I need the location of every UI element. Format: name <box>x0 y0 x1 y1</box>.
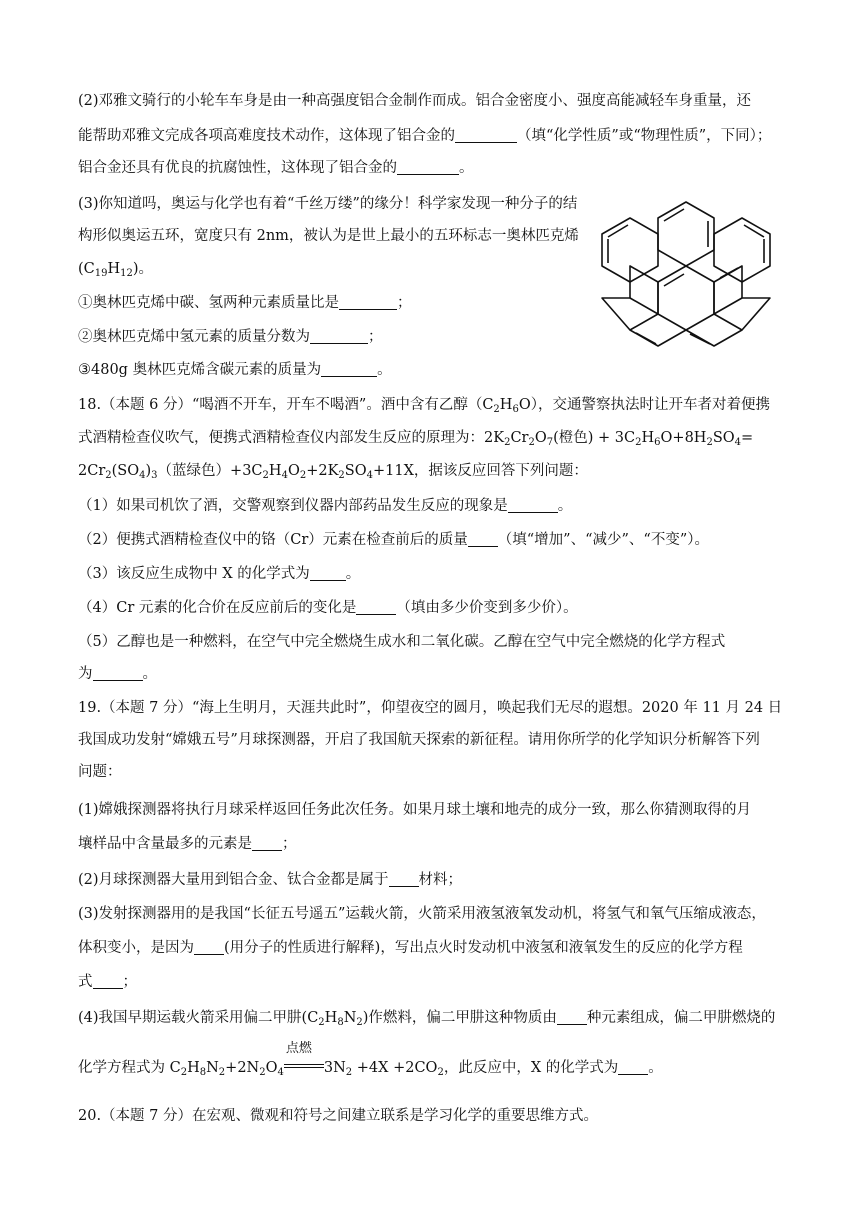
q18-line3: $2Cr_2(SO_4)_3$（蓝绿色）$+3C_2H_4O_2+2K_2SO_4+11X$，据该反应回答下列问题： <box>78 463 588 481</box>
answer-blank <box>389 872 419 887</box>
answer-blank <box>618 1060 648 1075</box>
q19-part4-line2: 化学方程式为 $C_2H_8N_2+2N_2O_4$ 点燃 $3N_2 +4X +2CO_2$，此反应中，X 的化学式为 。 <box>78 1041 663 1078</box>
q17-part3-line3: $(C_{19}H_{12})$。 <box>78 261 154 279</box>
q17-sub2: ②奥林匹克烯中氢元素的质量分数为 ； <box>78 329 383 345</box>
olympicene-structure-icon <box>600 192 776 368</box>
q17-sub1: ①奥林匹克烯中碳、氢两种元素质量比是 ； <box>78 295 412 311</box>
answer-blank <box>321 362 377 377</box>
q19-line2: 我国成功发射“嫦娥五号”月球探测器，开启了我国航天探索的新征程。请用你所学的化学知识分析解答下列 <box>78 732 760 748</box>
q20-line1: 20.（本题 7 分）在宏观、微观和符号之间建立联系是学习化学的重要思维方式。 <box>78 1108 599 1124</box>
reaction-condition: 点燃 <box>284 1056 324 1076</box>
answer-blank <box>194 940 224 955</box>
q19-part1-line2: 壤样品中含量最多的元素是 ； <box>78 836 297 852</box>
answer-blank <box>310 329 368 344</box>
answer-blank <box>356 600 396 615</box>
q19-line3: 问题： <box>78 764 122 780</box>
answer-blank <box>468 532 498 547</box>
q18-sub3: （3）该反应生成物中 X 的化学式为 。 <box>78 566 361 582</box>
q18-sub2: （2）便携式酒精检查仪中的铬（Cr）元素在检查前后的质量 （填“增加”、“减少”、“不变”）。 <box>78 532 709 548</box>
q17-sub3: ③480g 奥林匹克烯含碳元素的质量为 。 <box>78 362 392 378</box>
q19-line1: 19.（本题 7 分）“海上生明月，天涯共此时”，仰望夜空的圆月，唤起我们无尽的遐想。2020 年 11 月 24 日 <box>78 700 783 716</box>
q17-part3-line1: (3)你知道吗，奥运与化学也有着“千丝万缕”的缘分！科学家发现一种分子的结 <box>78 196 578 212</box>
answer-blank <box>252 836 282 851</box>
answer-blank <box>339 295 397 310</box>
answer-blank <box>557 1010 587 1025</box>
q19-part2: (2)月球探测器大量用到铝合金、钛合金都是属于 材料； <box>78 872 463 888</box>
answer-blank <box>310 566 346 581</box>
answer-blank <box>397 160 459 175</box>
q18-sub5-line1: （5）乙醇也是一种燃料，在空气中完全燃烧生成水和二氧化碳。乙醇在空气中完全燃烧的化学方程式 <box>78 634 726 650</box>
q18-line1: 18.（本题 6 分）“喝酒不开车，开车不喝酒”。酒中含有乙醇$(C_2H_6O)$，交通警察执法时让开车者对着便携 <box>78 397 770 415</box>
q19-part1-line1: (1)嫦娥探测器将执行月球采样返回任务此次任务。如果月球土壤和地壳的成分一致，那么你猜测取得的月 <box>78 802 752 818</box>
q18-sub5-line2: 为 。 <box>78 666 157 682</box>
q19-part3-line3: 式 ； <box>78 974 137 990</box>
q18-sub4: （4）Cr 元素的化合价在反应前后的变化是 （填由多少价变到多少价）。 <box>78 600 578 616</box>
q19-part3-line2: 体积变小，是因为 (用分子的性质进行解释)，写出点火时发动机中液氢和液氧发生的反应的化学方程 <box>78 940 743 956</box>
q19-part3-line1: (3)发射探测器用的是我国“长征五号遥五”运载火箭，火箭采用液氢液氧发动机，将氢气和氧气压缩成液态， <box>78 906 766 922</box>
answer-blank <box>508 498 558 513</box>
q18-sub1: （1）如果司机饮了酒，交警观察到仪器内部药品发生反应的现象是 。 <box>78 498 573 514</box>
answer-blank <box>455 128 517 143</box>
q17-part2-line3: 铝合金还具有优良的抗腐蚀性，这体现了铝合金的 。 <box>78 160 474 176</box>
q17-part3-line2: 构形似奥运五环，宽度只有 2nm，被认为是世上最小的五环标志一奥林匹克烯 <box>78 228 579 244</box>
answer-blank <box>93 974 123 989</box>
q18-line2: 式酒精检查仪吹气，便携式酒精检查仪内部发生反应的原理为：$2K_2Cr_2O_7$(橙色) + $3C_2H_6O+8H_2SO_4=$ <box>78 430 754 448</box>
q19-part4-line1: (4)我国早期运载火箭采用偏二甲肼$(C_2H_8N_2)$作燃料，偏二甲肼这种物质由 种元素组成，偏二甲肼燃烧的 <box>78 1010 776 1028</box>
q17-part2-line1: (2)邓雅文骑行的小轮车车身是由一种高强度铝合金制作而成。铝合金密度小、强度高能减轻车身重量，还 <box>78 93 752 109</box>
q17-part2-line2: 能帮助邓雅文完成各项高难度技术动作，这体现了铝合金的 （填“化学性质”或“物理性质”，下同）； <box>78 128 772 144</box>
answer-blank <box>93 666 143 681</box>
